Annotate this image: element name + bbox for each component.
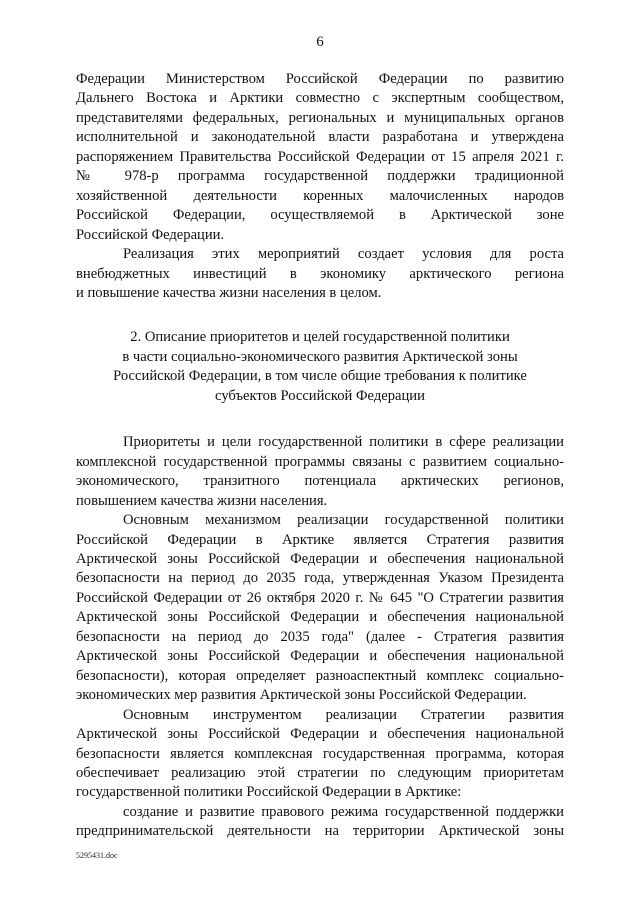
section-heading-line: в части социально-экономического развития Арктической зоны: [122, 348, 518, 365]
paragraph: [76, 803, 564, 842]
page-number: 6: [316, 34, 324, 50]
paragraph-line: и повышение качества жизни населения в целом.: [76, 284, 382, 301]
paragraph-line: Реализация этих мероприятий создает условия для роста: [123, 246, 564, 263]
paragraph-line: хозяйственной деятельности коренных малочисленных народов: [76, 187, 564, 204]
section-paragraphs: [76, 433, 564, 842]
section-heading-line: субъектов Российской Федерации: [215, 387, 425, 404]
paragraph-line: Российской Федерации от 26 октября 2020 г. № 645 "О Стратегии развития: [76, 589, 564, 606]
paragraph-line: экономических мер развития Арктической зоны Российской Федерации.: [76, 687, 527, 704]
paragraph-line: Основным инструментом реализации Стратегии развития: [123, 706, 564, 723]
paragraph: [76, 245, 564, 303]
paragraph-line: обеспечивает реализацию этой стратегии по следующим приоритетам: [76, 764, 564, 781]
paragraph-line: № 978-р программа государственной поддержки традиционной: [76, 168, 564, 185]
paragraph-line: Основным механизмом реализации государственной политики: [123, 512, 564, 529]
paragraph-line: повышением качества жизни населения.: [76, 492, 328, 509]
paragraph-line: комплексной государственной программы связаны с развитием социально-: [76, 453, 564, 470]
paragraph-line: Российской Федерации в Арктике является Стратегия развития: [76, 531, 564, 548]
paragraph-line: создание и развитие правового режима государственной поддержки: [123, 803, 564, 820]
paragraph-line: Дальнего Востока и Арктики совместно с экспертным сообществом,: [76, 90, 564, 107]
paragraph-line: внебюджетных инвестиций в экономику арктического региона: [76, 265, 564, 282]
section-heading-line: 2. Описание приоритетов и целей государственной политики: [130, 329, 510, 346]
paragraph: [76, 706, 564, 803]
paragraph-line: безопасности является комплексная государственная программа, которая: [76, 745, 564, 762]
paragraph-line: представителями федеральных, региональных и муниципальных органов: [76, 109, 564, 126]
paragraph-line: Арктической зоны Российской Федерации и обеспечения национальной: [76, 726, 564, 743]
paragraph-line: Федерации Министерством Российской Федерации по развитию: [76, 71, 564, 87]
document-body: [76, 70, 564, 842]
paragraph-line: Арктической зоны Российской Федерации и обеспечения национальной: [76, 550, 564, 567]
paragraph-line: государственной политики Российской Федерации в Арктике:: [76, 784, 462, 801]
intro-paragraphs: [76, 70, 564, 303]
paragraph: [76, 511, 564, 706]
paragraph-line: исполнительной и законодательной власти разработана и утверждена: [76, 129, 564, 146]
paragraph-line: экономического, транзитного потенциала арктических регионов,: [76, 473, 564, 490]
paragraph-line: Приоритеты и цели государственной политики в сфере реализации: [123, 434, 564, 451]
paragraph-line: Арктической зоны Российской Федерации и обеспечения национальной: [76, 648, 564, 665]
document-file-reference: 5295431.doc: [76, 851, 118, 860]
section-heading-line: Российской Федерации, в том числе общие требования к политике: [113, 368, 527, 385]
paragraph: [76, 70, 564, 245]
paragraph-line: безопасности на период до 2035 года" (далее - Стратегия развития: [76, 628, 564, 645]
paragraph-line: распоряжением Правительства Российской Федерации от 15 апреля 2021 г.: [76, 148, 564, 165]
paragraph-line: безопасности), которая определяет разноаспектный комплекс социально-: [76, 667, 564, 684]
section-heading: [76, 328, 564, 406]
paragraph: [76, 433, 564, 511]
paragraph-line: безопасности на период до 2035 года, утвержденная Указом Президента: [76, 570, 564, 587]
paragraph-line: Арктической зоны Российской Федерации и обеспечения национальной: [76, 609, 564, 626]
paragraph-line: Российской Федерации, осуществляемой в Арктической зоне: [76, 207, 564, 224]
paragraph-line: Российской Федерации.: [76, 226, 225, 243]
paragraph-line: предпринимательской деятельности на территории Арктической зоны: [76, 823, 564, 840]
